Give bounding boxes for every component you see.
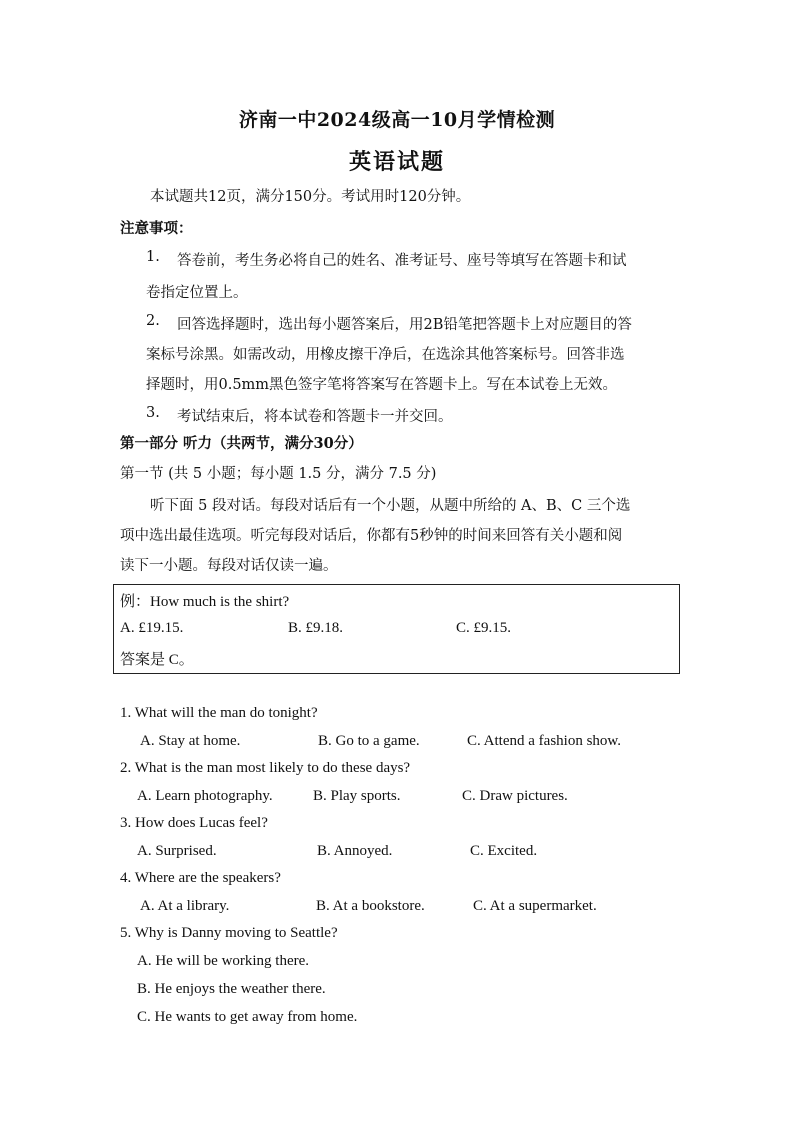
question-4-option-b: B. At a bookstore. bbox=[316, 898, 425, 914]
question-1-option-c: C. Attend a fashion show. bbox=[467, 733, 622, 749]
question-4-option-c: C. At a supermarket. bbox=[473, 898, 597, 914]
question-2-option-a: A. Learn photography. bbox=[137, 788, 273, 804]
question-3-option-b: B. Annoyed. bbox=[317, 843, 393, 859]
question-1: 1. What will the man do tonight? bbox=[120, 705, 318, 721]
question-5-option-b: B. He enjoys the weather there. bbox=[137, 981, 326, 997]
example-box bbox=[113, 584, 680, 674]
section1-heading: 第一节 (共 5 小题；每小题 1.5 分，满分 7.5 分) bbox=[120, 466, 437, 482]
notes-heading: 注意事项： bbox=[120, 220, 193, 237]
question-1-option-a: A. Stay at home. bbox=[140, 733, 241, 749]
note-number-3: 3. bbox=[146, 405, 160, 421]
question-4-option-a: A. At a library. bbox=[140, 898, 230, 914]
note-2-line-2: 案标号涂黑。如需改动，用橡皮擦干净后，在选涂其他答案标号。回答非选 bbox=[146, 347, 625, 363]
note-3-line-1: 考试结束后，将本试卷和答题卡一并交回。 bbox=[177, 409, 453, 425]
question-5-option-a: A. He will be working there. bbox=[137, 953, 310, 969]
note-number-2: 2. bbox=[146, 313, 160, 329]
question-3: 3. How does Lucas feel? bbox=[120, 815, 268, 831]
part1-heading: 第一部分 听力（共两节，满分30分） bbox=[120, 435, 363, 452]
exam-title: 济南一中2024级高一10月学情检测 bbox=[238, 109, 556, 131]
question-3-option-a: A. Surprised. bbox=[137, 843, 217, 859]
note-1-line-1: 答卷前，考生务必将自己的姓名、准考证号、座号等填写在答题卡和试 bbox=[177, 253, 627, 269]
note-1-line-2: 卷指定位置上。 bbox=[146, 285, 248, 301]
question-3-option-c: C. Excited. bbox=[470, 843, 538, 859]
question-2-option-b: B. Play sports. bbox=[313, 788, 401, 804]
question-5-option-c: C. He wants to get away from home. bbox=[137, 1009, 358, 1025]
example-answer: 答案是 C。 bbox=[120, 652, 194, 668]
instructions-line-2: 项中选出最佳选项。听完每段对话后，你都有5秒钟的时间来回答有关小题和阅 bbox=[120, 528, 623, 544]
question-5: 5. Why is Danny moving to Seattle? bbox=[120, 925, 338, 941]
question-2: 2. What is the man most likely to do these days? bbox=[120, 760, 411, 776]
question-4: 4. Where are the speakers? bbox=[120, 870, 281, 886]
note-2-line-1: 回答选择题时，选出每小题答案后，用2B铅笔把答题卡上对应题目的答 bbox=[177, 317, 632, 333]
question-2-option-c: C. Draw pictures. bbox=[462, 788, 568, 804]
exam-subtitle: 英语试题 bbox=[348, 149, 445, 175]
example-option-c: C. £9.15. bbox=[456, 620, 512, 636]
question-1-option-b: B. Go to a game. bbox=[318, 733, 420, 749]
note-2-line-3: 择题时，用0.5mm黑色签字笔将答案写在答题卡上。写在本试卷上无效。 bbox=[146, 377, 618, 393]
example-question: 例：How much is the shirt? bbox=[120, 594, 290, 610]
example-option-a: A. £19.15. bbox=[120, 620, 184, 636]
instructions-line-3: 读下一小题。每段对话仅读一遍。 bbox=[120, 558, 338, 574]
example-option-b: B. £9.18. bbox=[288, 620, 344, 636]
instructions-line-1: 听下面 5 段对话。每段对话后有一个小题，从题中所给的 A、B、C 三个选 bbox=[150, 498, 631, 514]
exam-intro: 本试题共12页，满分150分。考试用时120分钟。 bbox=[150, 189, 471, 205]
note-number-1: 1. bbox=[146, 249, 160, 265]
